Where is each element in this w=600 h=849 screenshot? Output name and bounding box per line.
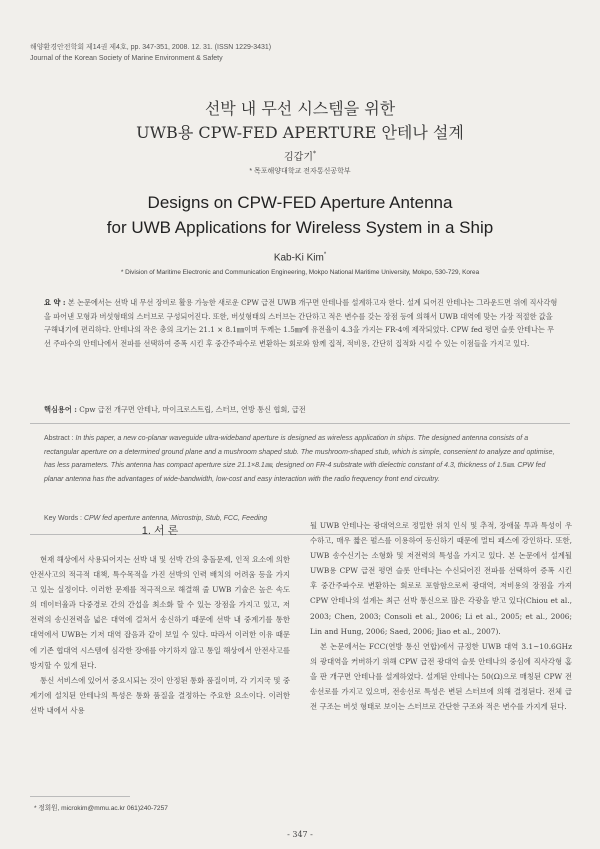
- divider-top: [30, 423, 570, 424]
- right-column: [310, 518, 572, 714]
- footnote: * 정회원, microkim@mmu.ac.kr 061)240-7257: [34, 805, 168, 812]
- title-ko-line2: UWB용 CPW-FED APERTURE 안테나 설계: [136, 123, 464, 142]
- author-en: [0, 252, 600, 263]
- keywords-ko-label: 핵심용어 :: [44, 405, 77, 414]
- journal-header: [30, 42, 271, 64]
- author-ko: [0, 148, 600, 163]
- title-ko-line1: 선박 내 무선 시스템을 위한: [204, 99, 396, 118]
- left-column: [30, 552, 290, 718]
- author-ko-name: 김갑기: [284, 152, 313, 163]
- author-en-mark: *: [323, 252, 327, 258]
- keywords-en-label: Key Words :: [44, 515, 82, 522]
- abstract-en-text: In this paper, a new co-planar waveguide ultra-wideband aperture is designed as wireless application in ships. The designed antenna consists of a rectangular aperture on a determined ground plane and a mushroom shaped stub. The mushroom-shaped stub, which is simple, consenient to analyze and optimise, has less parameters. This antenna has compact aperture size 21.1×8.1㎜, designed on FR-4 substrate with dielectric constant of 4.3, thickness of 1.5㎜. CPW fed planar antenna has the advantages of wide-bandwidth, low-cost and easy interaction with the radio frequency front end circuitry.: [44, 435, 555, 483]
- footnote-rule: [30, 796, 130, 797]
- left-para-2: 통신 서비스에 있어서 중요시되는 것이 안정된 통화 품질이며, 각 기지국 및 중계기에 설치된 안테나의 특성은 통화 품질을 결정하는 주요한 요소이다. 이러한 선박 내에서 사용: [30, 675, 290, 715]
- title-en-line2: for UWB Applications for Wireless System in a Ship: [106, 218, 494, 237]
- journal-citation: 해양환경안전학회 제14권 제4호, pp. 347-351, 2008. 12. 31. (ISSN 1229-3431): [30, 44, 272, 51]
- author-en-name: Kab-Ki Kim: [273, 252, 324, 264]
- affiliation-ko: * 목포해양대학교 전자통신공학부: [249, 168, 351, 175]
- keywords-en-text: CPW fed aperture antenna, Microstrip, Stub, FCC, Feeding: [83, 515, 268, 522]
- abstract-ko: [44, 296, 558, 350]
- right-para-2: 본 논문에서는 FCC(연방 통신 연합)에서 규정한 UWB 대역 3.1~10.6GHz의 광대역을 커버하기 위해 CPW 급전 광대역 슬롯 안테나의 중심에 직사각형 홈을 판 개구면 안테나를 설계하였다. 설계된 안테나는 50(Ω)으로 매칭된 CPW 전송선로를 가지고 있으며, 전송선로 특성은 변된 스터브에 의해 결정된다. 전체 급전 구조는 버섯 형태로 보이는 스터브로 간단한 구조와 적은 변수를 가지게 된다.: [310, 641, 572, 712]
- author-ko-mark: *: [312, 150, 316, 158]
- page-number: - 347 -: [287, 830, 313, 839]
- keywords-ko: [44, 405, 558, 415]
- left-para-1: 현재 해상에서 사용되어지는 선박 내 및 선박 간의 충돌문제, 인적 요소에 의한 안전사고의 적극적 대책, 특수목적을 가진 선박의 인력 배치의 어려움 등을 가지고 있는 실정이다. 이러한 문제를 적극적으로 해결해 줄 UWB 기술은 높은 속도의 데이터율과 다중경로 간의 간섭을 최소화 할 수 있는 장점을 가지고 있고, 저 전력의 송신전력을 넓은 대역에 걸쳐서 송신하기 때문에 선박 내 중계기를 통한 대역에서 UWB는 기저 대역 잡음과 같이 보일 수 있다. 따라서 이러한 이유 때문에 기존 협대역 시스템에 심각한 장애를 야기하지 않고 통일 해상에서 안전사고를 방지할 수 있게 된다.: [30, 555, 290, 670]
- abstract-ko-label: 요 약 :: [44, 298, 66, 307]
- title-en-line1: Designs on CPW-FED Aperture Antenna: [147, 193, 453, 212]
- keywords-ko-text: Cpw 급전 개구면 안테나, 마이크로스트립, 스터브, 연방 통신 협회, 급전: [79, 405, 306, 414]
- abstract-en-label: Abstract :: [44, 435, 74, 442]
- abstract-en: [44, 432, 558, 486]
- affiliation-en: * Division of Maritime Electronic and Communication Engineering, Mokpo National Maritime University, Mokpo, 530-729, Korea: [120, 269, 480, 276]
- right-para-1: 될 UWB 안테나는 광대역으로 정밀한 위치 인식 및 추적, 장애물 투과 특성이 우수하고, 매우 짧은 펄스를 이용하여 동신하기 때문에 멀티 패스에 강인하다. 또한, UWB 송수신기는 소형화 및 저전력의 특성을 가지고 있다. 본 논문에서 설계될 UWB용 CPW 급전 평면 슬롯 안테나는 수신되어진 전파를 선택하여 증폭 시킨 후 중간주파수로 변환하는 회로로 포함함으로써 광대역, 저비용의 장점을 가져 CPW 안테나의 설계는 최근 선박 통신으로 많은 각광을 받고 있다(Chiou et al., 2003; Chen, 2003; Consoli et al., 2006; Li et al., 2005; et al., 2006; Lin and Hung, 2006; Saed, 2006; Jiao et al., 2007).: [310, 521, 572, 636]
- journal-name: Journal of the Korean Society of Marine Environment & Safety: [30, 55, 223, 62]
- section-heading: 1. 서 론: [141, 525, 179, 537]
- abstract-ko-text: 본 논문에서는 선박 내 무선 장비로 활용 가능한 새로운 CPW 급전 UWB 개구면 안테나를 설계하고자 한다. 설계 되어진 안테나는 그라운드면 위에 직사각형을 파어낸 모형과 버섯형태의 스터브로 구성되어진다. 또한, 버섯형태의 스터브는 간단하고 적은 변수를 갖는 장점 등에 의해서 UWB 대역에 맞는 가장 적절한 값을 구해내기에 편리하다. 안테나의 작은 총의 크기는 21.1 × 8.1㎜이며 두께는 1.5㎜에 유전율이 4.3을 가지는 FR-4에 제작되었다. CPW fed 평면 슬롯 안테나는 무선 주파수의 안테나에서 전파를 선택하여 증폭 시킨 후 중간주파수로 변환하는 회로와 함께 집적, 적비용, 간단히 집적화 시킬 수 있는 이점들을 가지고 있다.: [44, 298, 558, 348]
